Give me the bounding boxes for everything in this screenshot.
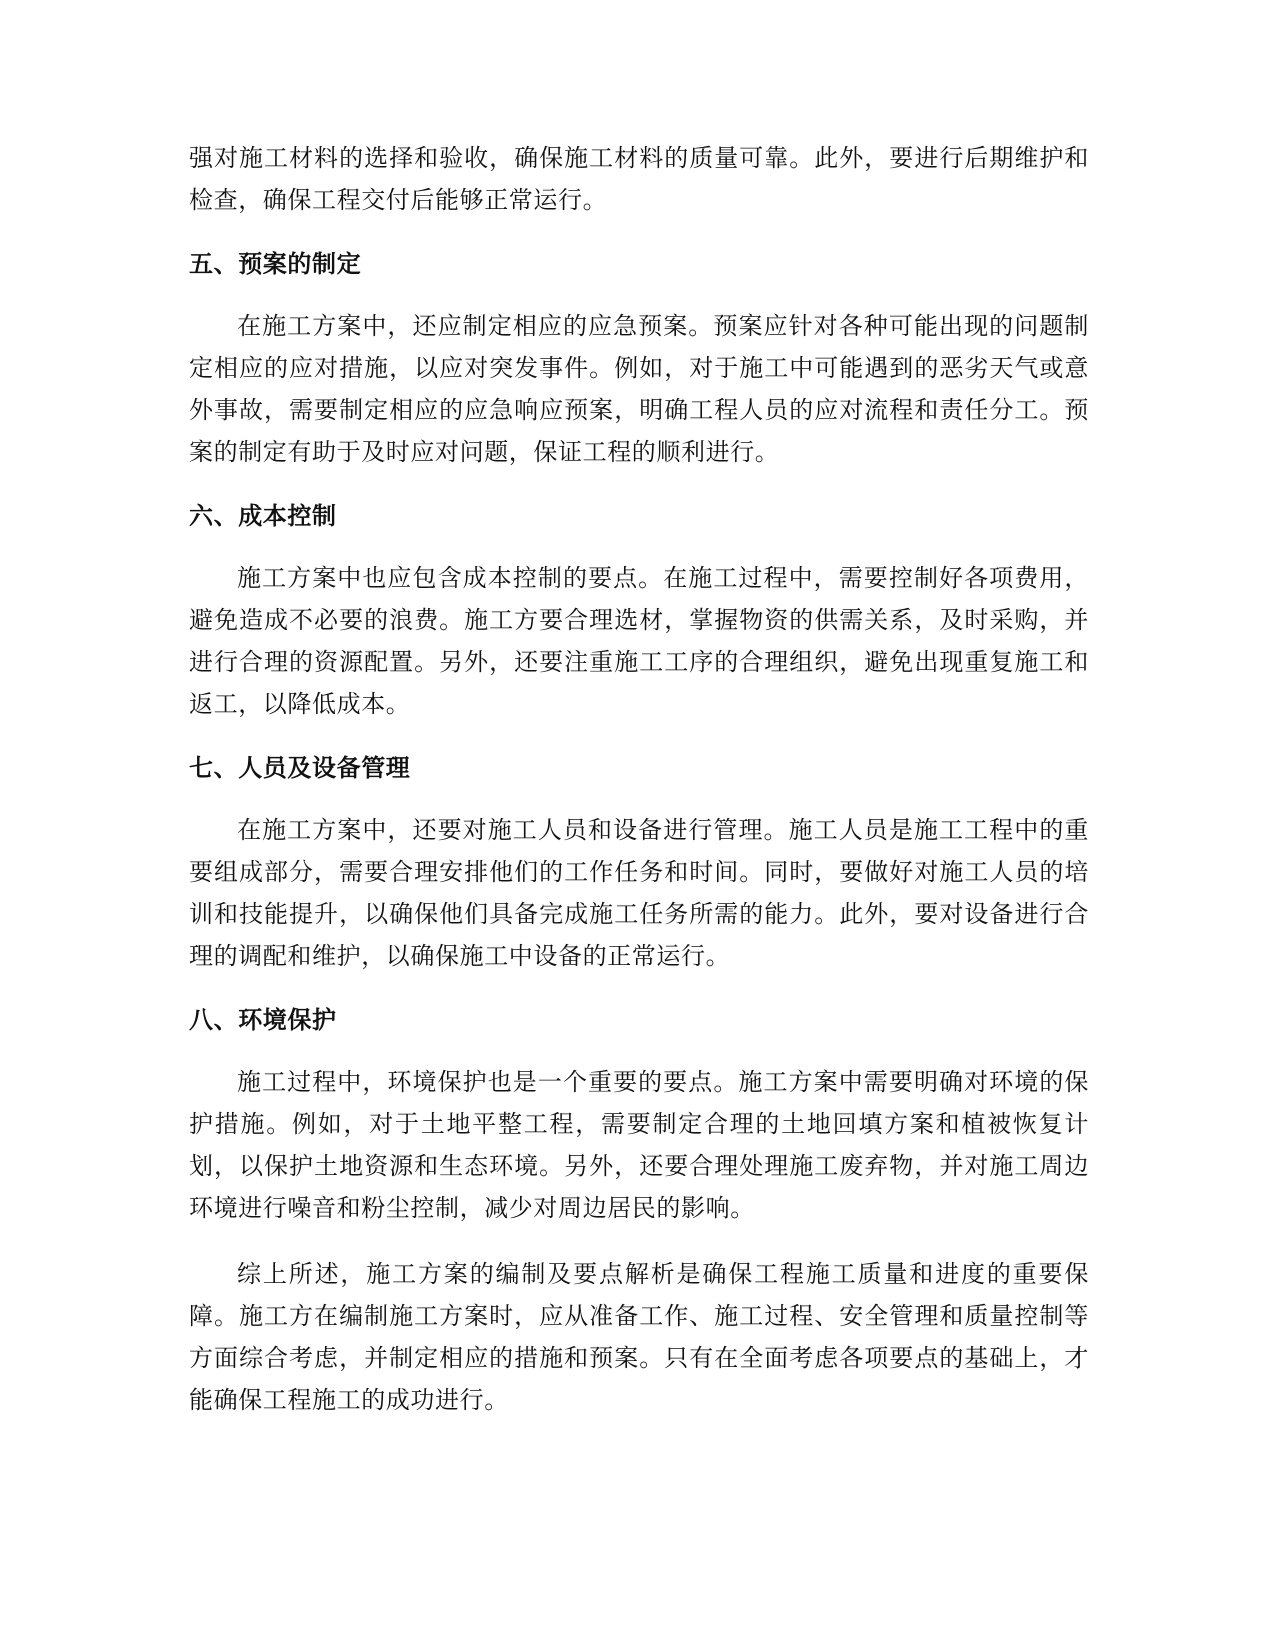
section-body-cost-control: 施工方案中也应包含成本控制的要点。在施工过程中，需要控制好各项费用，避免造成不必要的浪费。施工方要合理选材，掌握物资的供需关系，及时采购，并进行合理的资源配置。另外，还要注重施工工序的合理组织，避免出现重复施工和返工，以降低成本。 <box>189 564 1089 718</box>
document-body <box>189 137 1089 1421</box>
section-heading-personnel-equipment: 七、人员及设备管理 <box>189 754 411 782</box>
conclusion-paragraph: 综上所述，施工方案的编制及要点解析是确保工程施工质量和进度的重要保障。施工方在编制施工方案时，应从准备工作、施工过程、安全管理和质量控制等方面综合考虑，并制定相应的措施和预案。只有在全面考虑各项要点的基础上，才能确保工程施工的成功进行。 <box>189 1260 1089 1414</box>
section-heading-cost-control: 六、成本控制 <box>189 502 337 530</box>
intro-continuation-paragraph: 强对施工材料的选择和验收，确保施工材料的质量可靠。此外，要进行后期维护和检查，确保工程交付后能够正常运行。 <box>189 144 1089 214</box>
section-body-contingency-plan: 在施工方案中，还应制定相应的应急预案。预案应针对各种可能出现的问题制定相应的应对措施，以应对突发事件。例如，对于施工中可能遇到的恶劣天气或意外事故，需要制定相应的应急响应预案，明确工程人员的应对流程和责任分工。预案的制定有助于及时应对问题，保证工程的顺利进行。 <box>189 312 1089 466</box>
section-heading-environmental-protection: 八、环境保护 <box>189 1006 337 1034</box>
section-body-personnel-equipment: 在施工方案中，还要对施工人员和设备进行管理。施工人员是施工工程中的重要组成部分，需要合理安排他们的工作任务和时间。同时，要做好对施工人员的培训和技能提升，以确保他们具备完成施工任务所需的能力。此外，要对设备进行合理的调配和维护，以确保施工中设备的正常运行。 <box>189 816 1089 970</box>
section-heading-contingency-plan: 五、预案的制定 <box>189 250 362 278</box>
section-body-environmental-protection: 施工过程中，环境保护也是一个重要的要点。施工方案中需要明确对环境的保护措施。例如，对于土地平整工程，需要制定合理的土地回填方案和植被恢复计划，以保护土地资源和生态环境。另外，还要合理处理施工废弃物，并对施工周边环境进行噪音和粉尘控制，减少对周边居民的影响。 <box>189 1068 1089 1222</box>
